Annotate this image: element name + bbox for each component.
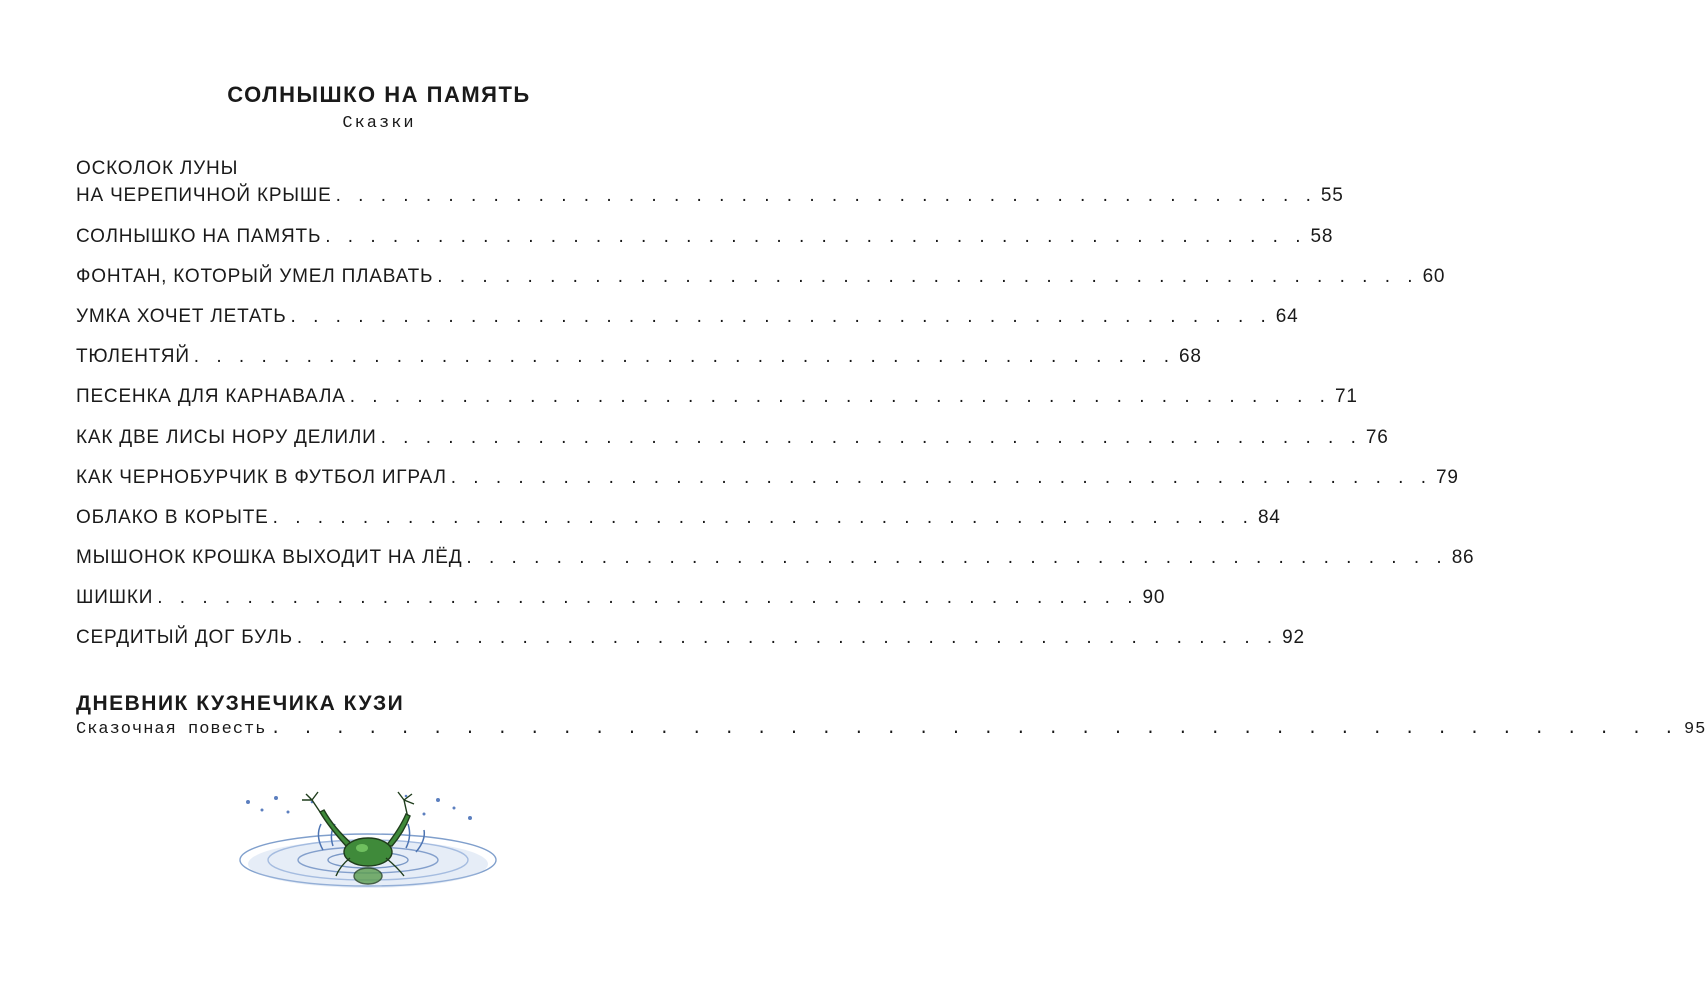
toc-entry[interactable]: [76, 720, 1706, 739]
toc-entry[interactable]: [76, 306, 1299, 328]
toc-page-number: 90: [1142, 587, 1166, 608]
leader-dots: . . . . . . . . . . . . . . . . . . . . . . . . . . . . . . . . . . . . . . . . . . . .: [437, 266, 1419, 287]
leader-dots: . . . . . . . . . . . . . . . . . . . . . . . . . . . . . . . . . . . . . . . . . . . .: [290, 306, 1272, 327]
section-subtitle: Сказки: [342, 114, 416, 133]
toc-entry[interactable]: [76, 185, 1344, 207]
toc-entry-title: КАК ДВЕ ЛИСЫ НОРУ ДЕЛИЛИ: [76, 427, 377, 448]
toc-entry[interactable]: [76, 386, 1358, 408]
toc-entry-title: ФОНТАН, КОТОРЫЙ УМЕЛ ПЛАВАТЬ: [76, 266, 434, 287]
toc-entry[interactable]: [76, 587, 1166, 609]
toc-entry-title: Сказочная повесть: [76, 720, 267, 739]
toc-page-number: 95: [1683, 720, 1706, 739]
toc-page-number: 64: [1275, 306, 1299, 327]
toc-entry[interactable]: [76, 427, 1389, 449]
toc-entry-title: НА ЧЕРЕПИЧНОЙ КРЫШЕ: [76, 185, 332, 206]
toc-entry[interactable]: [76, 547, 1475, 569]
splash-drops: [246, 795, 472, 820]
leader-dots: . . . . . . . . . . . . . . . . . . . . . . . . . . . . . . . . . . . . . . . . . . . .: [193, 346, 1176, 367]
leader-dots: . . . . . . . . . . . . . . . . . . . . . . . . . . . . . . . . . . . . . . . . . . . .: [349, 386, 1331, 407]
toc-page-number: 86: [1451, 547, 1475, 568]
toc-entry-title: КАК ЧЕРНОБУРЧИК В ФУТБОЛ ИГРАЛ: [76, 467, 447, 488]
toc-entry[interactable]: [76, 467, 1459, 489]
toc-entry-title: ПЕСЕНКА ДЛЯ КАРНАВАЛА: [76, 386, 346, 407]
toc-entry-title: ТЮЛЕНТЯЙ: [76, 346, 190, 367]
leader-dots: . . . . . . . . . . . . . . . . . . . . . . . . . . . . . . . . . . . . . . . . . . . .: [325, 226, 1307, 247]
leader-dots: . . . . . . . . . . . . . . . . . . . . . . . . . . . . . . . . . . . . . . . . . . . .: [296, 627, 1279, 648]
leader-dots: . . . . . . . . . . . . . . . . . . . . . . . . . . . . . . . . . . . . . . . . . . . .: [380, 427, 1362, 448]
toc-page-number: 71: [1334, 386, 1358, 407]
leader-dots: . . . . . . . . . . . . . . . . . . . . . . . . . . . . . . . . . . . . . . . . . . . .: [450, 467, 1432, 488]
toc-entry-title: ОБЛАКО В КОРЫТЕ: [76, 507, 269, 528]
toc-page-number: 76: [1365, 427, 1389, 448]
section-title: СОЛНЫШКО НА ПАМЯТЬ: [227, 82, 531, 107]
toc-entry-title: МЫШОНОК КРОШКА ВЫХОДИТ НА ЛЁД: [76, 547, 463, 568]
toc-entry-preline: ОСКОЛОК ЛУНЫ: [76, 158, 239, 179]
leader-dots: . . . . . . . . . . . . . . . . . . . . . . . . . . . . . . . . . . . . . . . . . . . .: [157, 587, 1139, 608]
toc-page-number: 55: [1320, 185, 1344, 206]
toc-page-number: 79: [1436, 467, 1459, 488]
toc-entry[interactable]: [76, 266, 1446, 288]
leader-dots: . . . . . . . . . . . . . . . . . . . . . . . . . . . . . . . . . . . . . . . . . . . .: [272, 507, 1254, 528]
toc-page-number: 68: [1179, 346, 1202, 367]
toc-entry[interactable]: [76, 627, 1305, 649]
section2-title: ДНЕВНИК КУЗНЕЧИКА КУЗИ: [76, 692, 405, 715]
toc-page-number: 92: [1282, 627, 1305, 648]
leader-dots: . . . . . . . . . . . . . . . . . . . . . . . . . . . . . . . . . . . . . . . . . . . .: [335, 185, 1317, 206]
leader-dots: . . . . . . . . . . . . . . . . . . . . . . . . . . . . . . . . . . . . . . . . . . . .: [466, 547, 1448, 568]
toc-page-number: 58: [1310, 226, 1334, 247]
frog-splash-icon: [228, 788, 508, 908]
toc-page-number: 84: [1257, 507, 1281, 528]
leader-dots: . . . . . . . . . . . . . . . . . . . . . . . . . . . . . . . . . . . . . . . . . . . .: [270, 720, 1680, 739]
toc-entry-title: СЕРДИТЫЙ ДОГ БУЛЬ: [76, 627, 293, 648]
toc-entry[interactable]: [76, 346, 1202, 368]
toc-entry[interactable]: [76, 226, 1334, 248]
toc-entry-title: СОЛНЫШКО НА ПАМЯТЬ: [76, 226, 322, 247]
toc-entry-title: ШИШКИ: [76, 587, 154, 608]
toc-page-number: 60: [1422, 266, 1446, 287]
toc-entry-title: УМКА ХОЧЕТ ЛЕТАТЬ: [76, 306, 287, 327]
toc-entry[interactable]: [76, 507, 1281, 529]
